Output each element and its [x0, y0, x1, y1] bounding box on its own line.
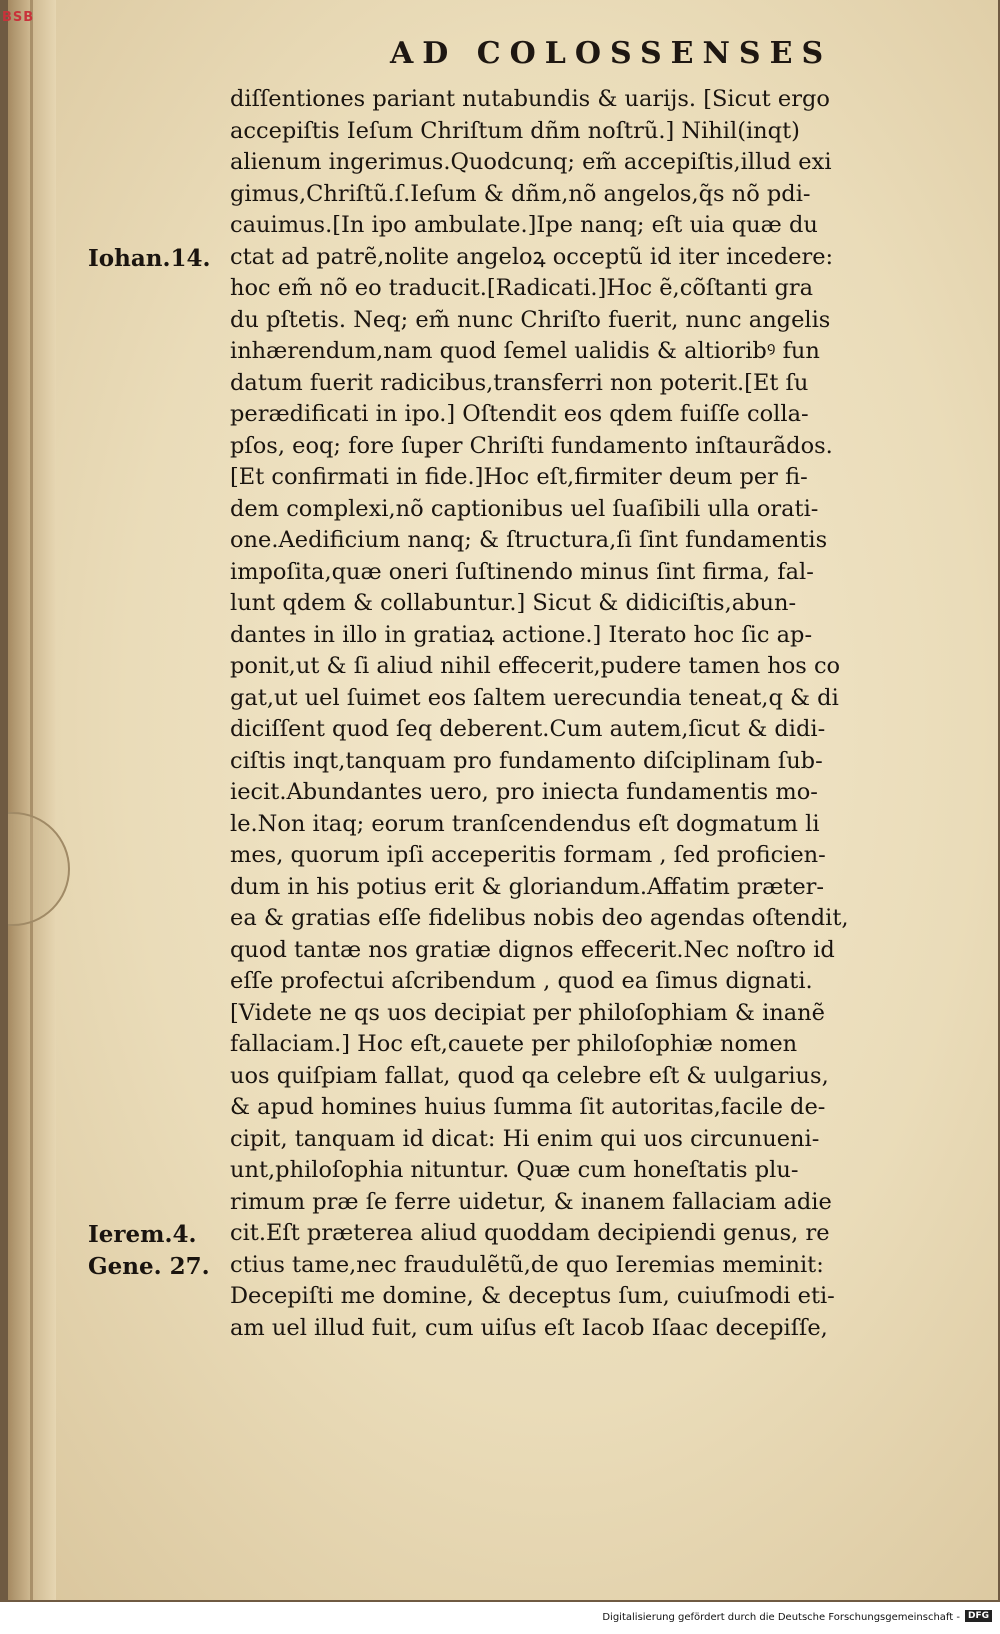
book-page: [8, 0, 998, 1600]
text-line: pſos, eoq; fore ſuper Chriſti fundamento inſtaurãdos.: [230, 432, 833, 459]
margin-note: Ierem.4.: [88, 1221, 197, 1248]
text-line: hoc em̃ nõ eo traducit.[Radicati.]Hoc ẽ,cõſtanti gra: [230, 275, 814, 301]
text-line: datum fuerit radicibus,transferri non poterit.[Et ſu: [230, 369, 809, 396]
text-line: Decepiſti me domine, & deceptus ſum, cuiuſmodi eti-: [230, 1283, 835, 1309]
text-line: ciſtis inqt,tanquam pro fundamento diſciplinam ſub-: [230, 747, 823, 774]
text-line: lunt qdem & collabuntur.] Sicut & didiciſtis,abun-: [230, 590, 797, 616]
footer-bar: [0, 1602, 1000, 1634]
text-line: ponit,ut & ſi aliud nihil effecerit,pudere tamen hos co: [230, 653, 841, 679]
text-line: cit.Eſt præterea aliud quoddam decipiendi genus, re: [230, 1220, 830, 1246]
text-line: [Videte ne qs uos decipiat per philoſophiam & inanẽ: [230, 999, 825, 1026]
text-line: inhærendum,nam quod ſemel ualidis & altioribꝰ fun: [230, 338, 820, 364]
text-line: ea & gratias eſſe fidelibus nobis deo agendas oſtendit,: [230, 905, 849, 931]
text-line: ctius tame,nec fraudulẽtũ,de quo Ieremias meminit:: [230, 1251, 824, 1278]
library-stamp: BSB: [2, 10, 35, 25]
text-line: accepiſtis Ieſum Chriſtum dñm noſtrũ.] Nihil(inqt): [230, 117, 800, 144]
text-line: alienum ingerimus.Quodcunq; em̃ accepiſtis,illud exi: [230, 149, 832, 175]
dfg-logo: DFG: [965, 1610, 992, 1622]
text-line: le.Non itaq; eorum tranſcendendus eſt dogmatum li: [230, 810, 820, 837]
text-line: & apud homines huius ſumma ſit autoritas,facile de-: [230, 1094, 826, 1120]
text-line: fallaciam.] Hoc eſt,cauete per philoſophiæ nomen: [230, 1031, 798, 1057]
text-line: rimum præ ſe ferre uidetur, & inanem fallaciam adie: [230, 1188, 832, 1215]
text-line: dum in his potius erit & gloriandum.Affatim præter-: [230, 873, 825, 900]
text-line: dantes in illo in gratiaꝝ actione.] Iterato hoc ſic ap-: [230, 621, 813, 648]
text-line: gat,ut uel ſuimet eos ſaltem uerecundia teneat,q & di: [230, 684, 839, 711]
text-line: unt,philoſophia nituntur. Quæ cum honeſtatis plu-: [230, 1157, 799, 1183]
text-line: cauimus.[In ipo ambulate.]Ipe nanq; eſt uia quæ du: [230, 212, 818, 238]
binding-clasp: [8, 812, 70, 926]
text-line: cipit, tanquam id dicat: Hi enim qui uos circunueni-: [230, 1125, 820, 1152]
text-line: du pſtetis. Neq; em̃ nunc Chriſto fuerit, nunc angelis: [230, 306, 831, 333]
text-line: dem complexi,nõ captionibus uel ſuaſibili ulla orati-: [230, 495, 819, 522]
text-line: impoſita,quæ oneri ſuſtinendo minus ſint firma, fal-: [230, 558, 814, 585]
text-line: diſſentiones pariant nutabundis & uarijs. [Sicut ergo: [230, 86, 830, 112]
text-line: perædificati in ipo.] Oſtendit eos qdem fuiſſe colla-: [230, 401, 809, 427]
margin-note: Gene. 27.: [88, 1252, 210, 1280]
text-line: eſſe profectui aſcribendum , quod ea ſimus dignati.: [230, 968, 813, 994]
margin-note: Iohan.14.: [88, 244, 211, 272]
text-line: one.Aedificium nanq; & ſtructura,ſi ſint fundamentis: [230, 527, 828, 553]
text-line: uos quiſpiam fallat, quod qa celebre eſt & uulgarius,: [230, 1062, 829, 1089]
text-line: diciſſent quod ſeq deberent.Cum autem,ſicut & didi-: [230, 716, 826, 742]
running-head: AD COLOSSENSES: [390, 36, 833, 71]
footer-credit: Digitalisierung gefördert durch die Deutsche Forschungsgemeinschaft -: [602, 1612, 960, 1623]
text-line: [Et confirmati in fide.]Hoc eſt,firmiter deum per fi-: [230, 464, 808, 490]
text-line: am uel illud fuit, cum uiſus eſt Iacob Iſaac decepiſſe,: [230, 1314, 828, 1341]
text-line: iecit.Abundantes uero, pro iniecta fundamentis mo-: [230, 779, 818, 805]
main-text-block: [230, 84, 935, 1344]
text-line: mes, quorum ipſi acceperitis formam , ſed proficien-: [230, 842, 826, 868]
text-line: quod tantæ nos gratiæ dignos effecerit.Nec noſtro id: [230, 936, 835, 963]
text-line: gimus,Chriſtũ.ſ.Ieſum & dñm,nõ angelos,q̃s nõ pdi-: [230, 180, 811, 207]
text-line: ctat ad patrẽ,nolite angeloꝝ occeptũ id iter incedere:: [230, 243, 834, 270]
page-edge: [30, 0, 33, 1600]
